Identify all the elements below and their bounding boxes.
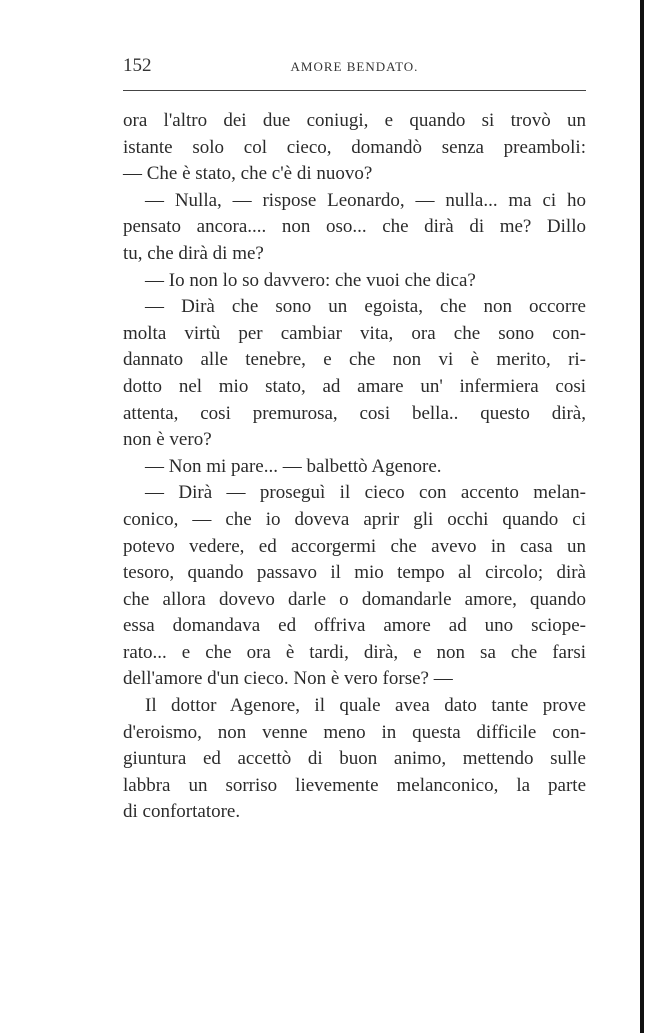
text-line: conico, — che io doveva aprir gli occhi quando ci bbox=[123, 508, 586, 530]
text-line: attenta, cosi premurosa, cosi bella.. questo dirà, bbox=[123, 402, 586, 424]
text-line: di confortatore. bbox=[123, 801, 241, 823]
text-line: — Io non lo so davvero: che vuoi che dica? bbox=[145, 269, 476, 291]
running-title: AMORE BENDATO. bbox=[290, 59, 419, 74]
body-text bbox=[123, 108, 586, 826]
text-line: tesoro, quando passavo il mio tempo al circolo; dirà bbox=[123, 562, 586, 584]
text-line: giuntura ed accettò di buon animo, mettendo sulle bbox=[123, 748, 586, 770]
text-line: pensato ancora.... non oso... che dirà di me? Dillo bbox=[123, 216, 586, 238]
text-line: — Dirà — proseguì il cieco con accento melan- bbox=[145, 482, 586, 504]
page-header bbox=[123, 55, 586, 79]
header-rule bbox=[123, 90, 586, 91]
page-edge-border bbox=[640, 0, 644, 1033]
text-line: rato... e che ora è tardi, dirà, e non sa che farsi bbox=[123, 641, 586, 663]
text-line: ora l'altro dei due coniugi, e quando si trovò un bbox=[123, 110, 586, 131]
text-line: — Che è stato, che c'è di nuovo? bbox=[123, 163, 373, 185]
text-line: tu, che dirà di me? bbox=[123, 242, 264, 264]
page-number: 152 bbox=[123, 55, 152, 76]
text-line: — Dirà che sono un egoista, che non occorre bbox=[145, 296, 586, 318]
text-line: dannato alle tenebre, e che non vi è merito, ri- bbox=[123, 349, 586, 371]
text-line: d'eroismo, non venne meno in questa difficile con- bbox=[123, 721, 586, 743]
text-line: molta virtù per cambiar vita, ora che sono con- bbox=[123, 322, 586, 344]
text-line: labbra un sorriso lievemente melanconico, la parte bbox=[123, 774, 586, 796]
text-line: istante solo col cieco, domandò senza preamboli: bbox=[123, 136, 586, 158]
text-line: non è vero? bbox=[123, 429, 212, 451]
text-line: — Nulla, — rispose Leonardo, — nulla... ma ci ho bbox=[145, 189, 586, 211]
text-line: dell'amore d'un cieco. Non è vero forse? — bbox=[123, 668, 453, 690]
text-line: dotto nel mio stato, ad amare un' infermiera cosi bbox=[123, 375, 586, 397]
text-line: Il dottor Agenore, il quale avea dato tante prove bbox=[145, 695, 586, 717]
text-line: potevo vedere, ed accorgermi che avevo in casa un bbox=[123, 535, 586, 557]
text-line: essa domandava ed offriva amore ad uno sciope- bbox=[123, 615, 586, 637]
text-line: — Non mi pare... — balbettò Agenore. bbox=[145, 455, 442, 477]
text-line: che allora dovevo darle o domandarle amore, quando bbox=[123, 588, 586, 610]
